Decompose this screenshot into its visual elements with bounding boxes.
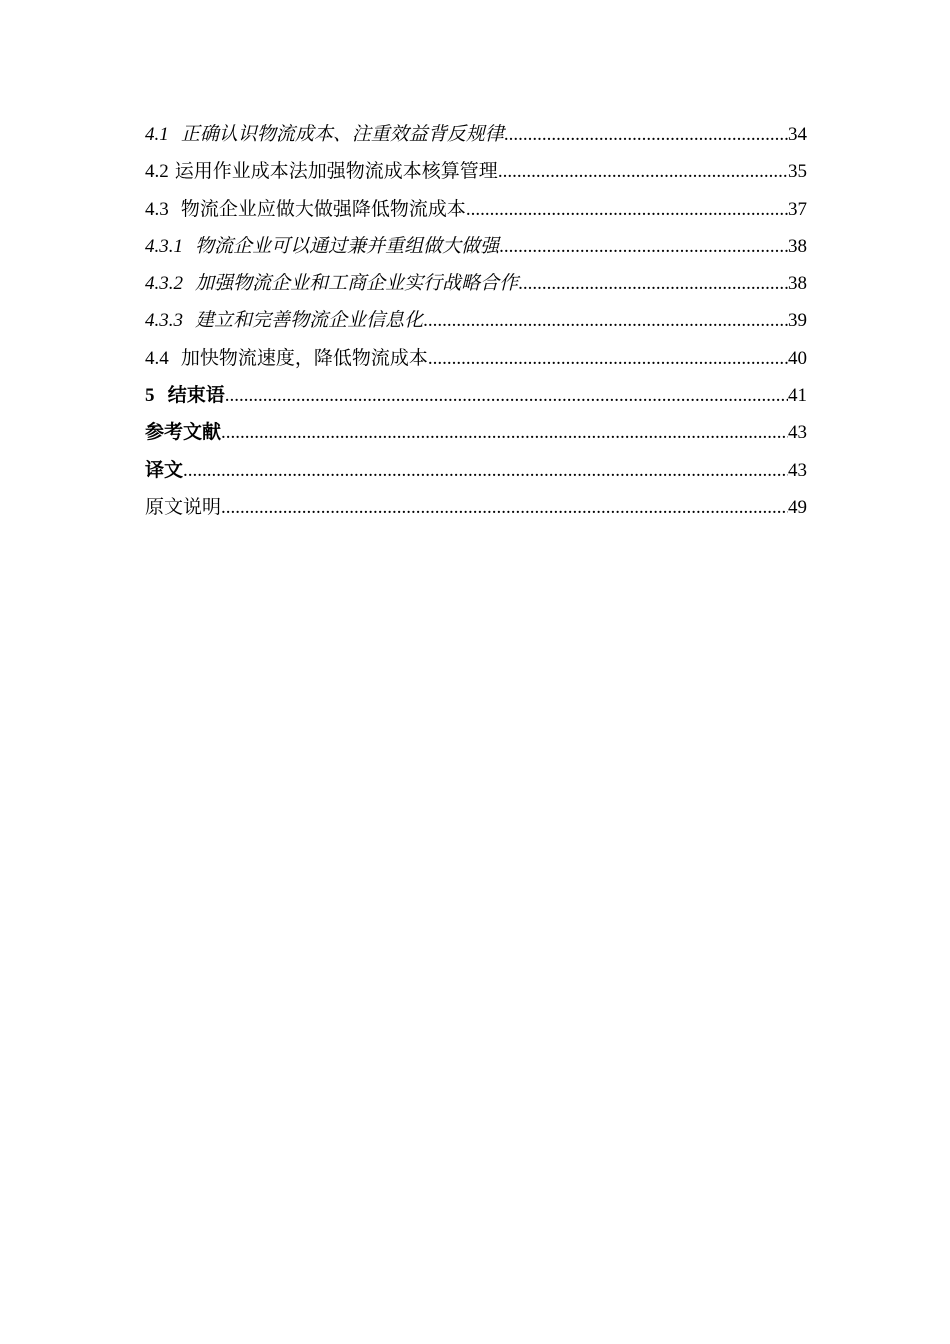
toc-entry-text: 物流企业应做大做强降低物流成本 <box>180 197 466 220</box>
toc-leader-dots <box>225 385 788 407</box>
toc-entry-4-3[interactable] <box>145 194 807 231</box>
toc-leader-dots <box>428 348 788 370</box>
toc-entry-title <box>145 343 428 370</box>
toc-entry-title <box>145 455 183 482</box>
toc-page-number: 43 <box>788 459 807 481</box>
toc-entry-title <box>145 492 221 519</box>
toc-leader-dots <box>183 460 788 482</box>
toc-entry-title <box>145 119 504 146</box>
toc-entry-number: 4.3 <box>145 198 169 220</box>
toc-entry-number: 5 <box>145 385 155 407</box>
toc-entry-references[interactable] <box>145 417 807 454</box>
toc-page-number: 38 <box>788 235 807 257</box>
toc-entry-number: 4.4 <box>145 347 169 369</box>
toc-leader-dots <box>498 161 788 183</box>
toc-entry-number: 4.3.3 <box>145 310 183 332</box>
toc-entry-title <box>145 231 499 258</box>
toc-entry-title <box>145 156 498 183</box>
toc-entry-5[interactable] <box>145 380 807 417</box>
toc-entry-number: 4.1 <box>145 124 169 145</box>
toc-leader-dots <box>499 236 788 258</box>
toc-entry-number: 4.3.1 <box>145 235 183 257</box>
toc-entry-4-2[interactable] <box>145 156 807 193</box>
toc-entry-4-3-3[interactable] <box>145 305 807 342</box>
toc-leader-dots <box>423 310 788 332</box>
toc-entry-text: 物流企业可以通过兼并重组做大做强 <box>195 234 500 257</box>
toc-leader-dots <box>221 497 788 519</box>
toc-entry-text: 原文说明 <box>145 495 222 518</box>
toc-entry-4-3-1[interactable] <box>145 231 807 268</box>
toc-page-number: 34 <box>788 124 807 145</box>
toc-page-number: 49 <box>788 496 807 518</box>
toc-entry-original-text-note[interactable] <box>145 492 807 529</box>
toc-leader-dots <box>221 422 788 444</box>
toc-entry-4-1[interactable] <box>145 119 807 156</box>
toc-entry-number: 4.3.2 <box>145 273 183 295</box>
toc-page-number: 38 <box>788 273 807 295</box>
toc-entry-translation[interactable] <box>145 455 807 492</box>
toc-entry-text: 建立和完善物流企业信息化 <box>195 309 424 332</box>
toc-entry-text: 运用作业成本法加强物流成本核算管理 <box>174 160 498 183</box>
toc-page-number: 35 <box>788 161 807 183</box>
toc-entry-title <box>145 268 518 295</box>
toc-entry-number: 4.2 <box>145 161 169 183</box>
toc-entry-text: 译文 <box>145 458 184 481</box>
toc-entry-title <box>145 380 225 407</box>
toc-entry-title <box>145 417 221 444</box>
toc-entry-text: 结束语 <box>167 384 225 407</box>
toc-entry-4-3-2[interactable] <box>145 268 807 305</box>
toc-page-number: 40 <box>788 347 807 369</box>
toc-leader-dots <box>518 273 788 295</box>
toc-page-number: 39 <box>788 310 807 332</box>
toc-leader-dots <box>466 199 788 221</box>
toc-entry-text: 正确认识物流成本、注重效益背反规律 <box>180 123 504 145</box>
toc-entry-text: 参考文献 <box>145 421 222 444</box>
toc-entry-text: 加强物流企业和工商企业实行战略合作 <box>195 272 519 295</box>
toc-entry-4-4[interactable] <box>145 343 807 380</box>
toc-entry-text: 加快物流速度，降低物流成本 <box>180 346 428 369</box>
toc-entry-title <box>145 305 423 332</box>
toc-page-number: 37 <box>788 198 807 220</box>
toc-page-number: 43 <box>788 422 807 444</box>
toc-entry-title <box>145 194 466 221</box>
table-of-contents <box>145 119 807 529</box>
toc-page-number: 41 <box>788 385 807 407</box>
toc-leader-dots <box>504 124 788 146</box>
